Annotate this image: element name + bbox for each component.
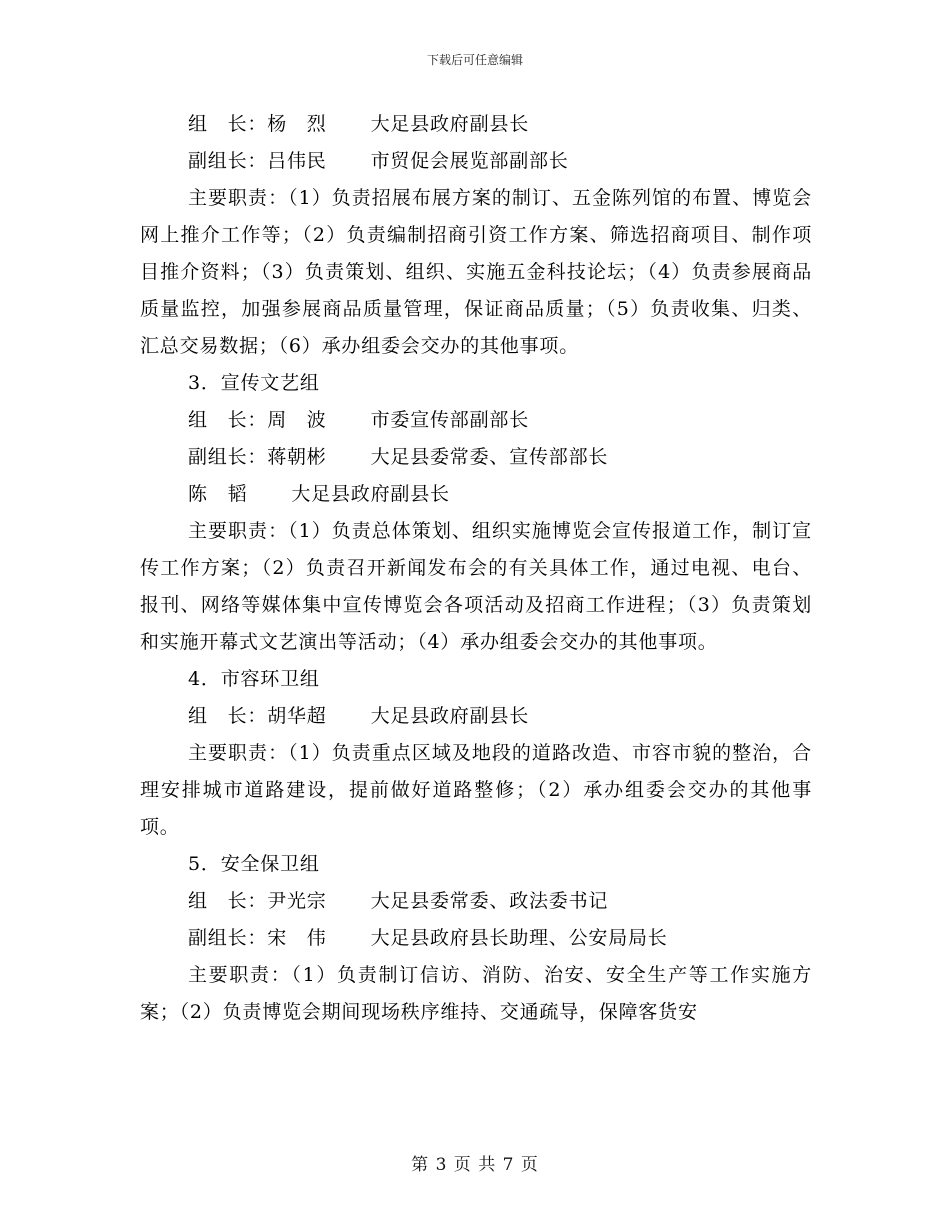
- group5-deputy-title: 大足县政府县长助理、公安局局长: [370, 927, 668, 949]
- group2-leader-line: [140, 106, 812, 143]
- group3-duties: 主要职责：（1）负责总体策划、组织实施博览会宣传报道工作，制订宣传工作方案；（2）负责召开新闻发布会的有关具体工作，通过电视、电台、报刊、网络等媒体集中宣传博览会各项活动及招商工作进程；（3）负责策划和实施开幕式文艺演出等活动；（4）承办组委会交办的其他事项。: [140, 520, 812, 653]
- group5-deputy-name: 宋 伟: [267, 927, 327, 949]
- group3-deputy2-line: [140, 476, 812, 513]
- group5-heading: 5．安全保卫组: [188, 853, 320, 875]
- group5-duties: 主要职责：（1）负责制订信访、消防、治安、安全生产等工作实施方案；（2）负责博览会期间现场秩序维持、交通疏导，保障客货安: [140, 964, 812, 1023]
- group2-leader-name: 杨 烈: [267, 113, 327, 135]
- group5-leader-line: [140, 883, 812, 920]
- group3-deputy2-name: 陈 韬: [188, 483, 248, 505]
- group3-leader-name: 周 波: [267, 409, 327, 431]
- group4-leader-title: 大足县政府副县长: [370, 705, 530, 727]
- group4-leader-line: [140, 698, 812, 735]
- group4-duties: 主要职责：（1）负责重点区域及地段的道路改造、市容市貌的整治，合理安排城市道路建设，提前做好道路整修；（2）承办组委会交办的其他事项。: [140, 742, 812, 838]
- group2-leader-title: 大足县政府副县长: [370, 113, 530, 135]
- group5-deputy-role: 副组长：: [188, 927, 268, 949]
- group5-deputy-line: [140, 920, 812, 957]
- header-note: 下载后可任意编辑: [426, 53, 523, 67]
- group5-leader-name: 尹光宗: [267, 890, 327, 912]
- group5-leader-title: 大足县委常委、政法委书记: [370, 890, 609, 912]
- group3-heading: 3．宣传文艺组: [188, 372, 320, 394]
- group5-leader-role: 组 长：: [188, 890, 268, 912]
- group2-deputy-name: 吕伟民: [267, 150, 327, 172]
- group3-leader-title: 市委宣传部副部长: [370, 409, 530, 431]
- group3-deputy2-title: 大足县政府副县长: [291, 483, 450, 505]
- group3-deputy-title: 大足县委常委、宣传部部长: [370, 446, 609, 468]
- document-body: [140, 106, 812, 1031]
- group4-leader-role: 组 长：: [188, 705, 268, 727]
- group4-heading: 4．市容环卫组: [188, 668, 320, 690]
- group3-deputy-line: [140, 439, 812, 476]
- group2-deputy-line: [140, 143, 812, 180]
- group2-leader-role: 组 长：: [188, 113, 268, 135]
- group2-duties: 主要职责：（1）负责招展布展方案的制订、五金陈列馆的布置、博览会网上推介工作等；（2）负责编制招商引资工作方案、筛选招商项目、制作项目推介资料；（3）负责策划、组织、实施五金科技论坛；（4）负责参展商品质量监控，加强参展商品质量管理，保证商品质量；（5）负责收集、归类、汇总交易数据；（6）承办组委会交办的其他事项。: [140, 187, 812, 357]
- group4-leader-name: 胡华超: [267, 705, 327, 727]
- group2-deputy-role: 副组长：: [188, 150, 268, 172]
- group3-deputy-role: 副组长：: [188, 446, 268, 468]
- group3-leader-role: 组 长：: [188, 409, 268, 431]
- group3-deputy-name: 蒋朝彬: [267, 446, 327, 468]
- group3-leader-line: [140, 402, 812, 439]
- group2-deputy-title: 市贸促会展览部副部长: [370, 150, 569, 172]
- page-number: 第 3 页 共 7 页: [411, 1155, 539, 1175]
